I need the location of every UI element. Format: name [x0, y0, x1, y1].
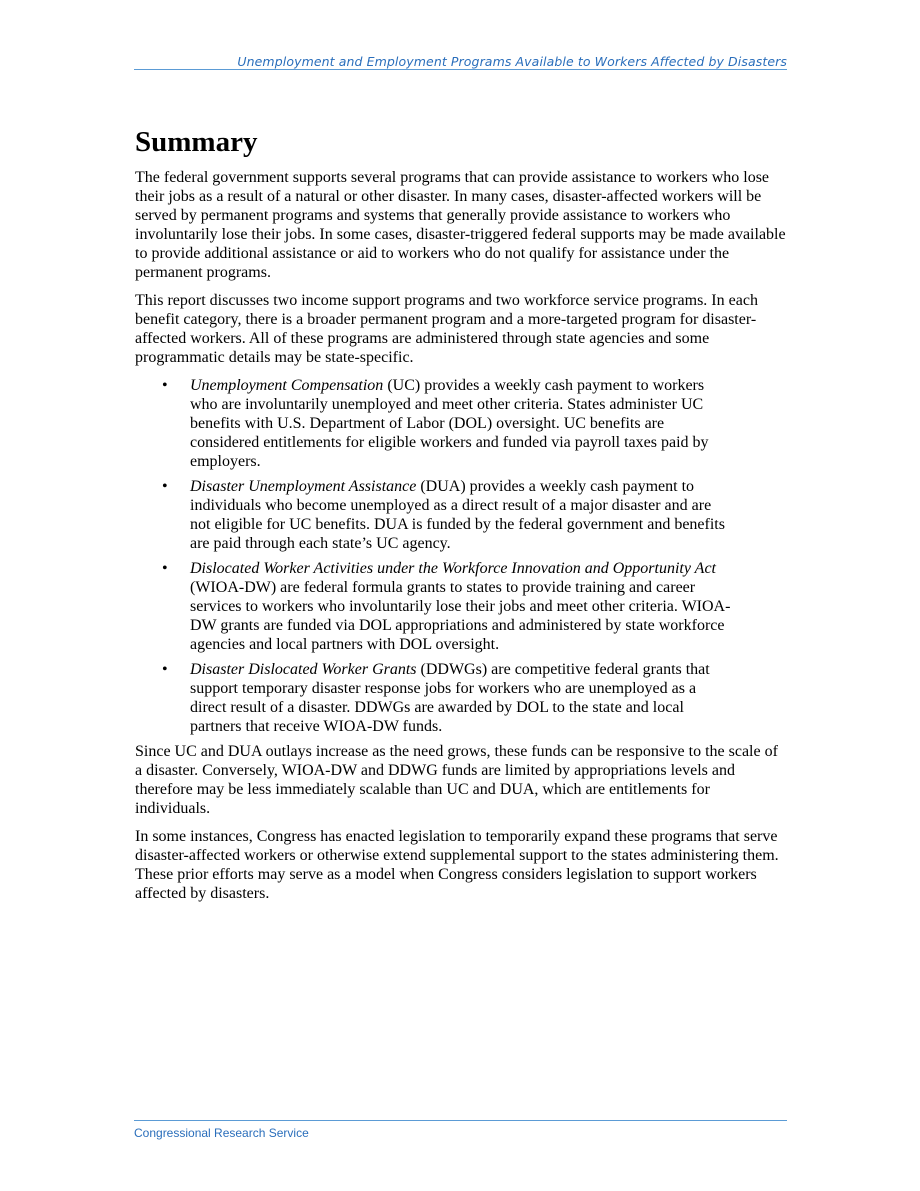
page-footer [134, 1120, 787, 1142]
summary-paragraph: The federal government supports several programs that can provide assistance to workers who lose their jobs as a result of a natural or other disaster. In many cases, disaster-affected workers will be served by permanent programs and systems that generally provide assistance to workers who involuntarily lose their jobs. In some cases, disaster-triggered federal supports may be made available to provide additional assistance or aid to workers who do not qualify for assistance under the permanent programs. [135, 169, 786, 281]
summary-paragraph: This report discusses two income support programs and two workforce service programs. In each benefit category, there is a broader permanent program and a more-targeted program for disaster-affected workers. All of these programs are administered through state agencies and some programmatic details may be state-specific. [135, 292, 758, 366]
running-header [134, 53, 787, 70]
bullet-icon: • [162, 661, 168, 678]
program-term: Disaster Unemployment Assistance [190, 478, 417, 495]
program-term: Dislocated Worker Activities under the Workforce Innovation and Opportunity Act [190, 560, 716, 577]
summary-section [135, 124, 787, 912]
footer-publisher: Congressional Research Service [134, 1126, 309, 1140]
bullet-icon: • [162, 560, 168, 577]
program-term: Disaster Dislocated Worker Grants [190, 661, 417, 678]
bullet-icon: • [162, 478, 168, 495]
list-item [135, 660, 735, 736]
list-item [135, 559, 735, 654]
program-description: (DDWGs) are competitive federal grants that support temporary disaster response jobs for workers who are unemployed as a direct result of a disaster. DDWGs are awarded by DOL to the state and local partners that receive WIOA-DW funds. [190, 661, 710, 735]
program-term: Unemployment Compensation [190, 377, 384, 394]
bullet-icon: • [162, 377, 168, 394]
program-description: (DUA) provides a weekly cash payment to individuals who become unemployed as a direct result of a major disaster and are not eligible for UC benefits. DUA is funded by the federal government and benefits are paid through each state’s UC agency. [190, 478, 725, 552]
list-item [135, 477, 735, 553]
program-description: (WIOA-DW) are federal formula grants to states to provide training and career services to workers who involuntarily lose their jobs and meet other criteria. WIOA-DW grants are funded via DOL appropriations and administered by state workforce agencies and local partners with DOL oversight. [190, 579, 731, 653]
summary-paragraph: Since UC and DUA outlays increase as the need grows, these funds can be responsive to the scale of a disaster. Conversely, WIOA-DW and DDWG funds are limited by appropriations levels and therefore may be less immediately scalable than UC and DUA, which are entitlements for individuals. [135, 743, 778, 817]
program-list [135, 376, 787, 736]
list-item [135, 376, 735, 471]
program-description: (UC) provides a weekly cash payment to workers who are involuntarily unemployed and meet other criteria. States administer UC benefits with U.S. Department of Labor (DOL) oversight. UC benefits are considered entitlements for eligible workers and funded via payroll taxes paid by employers. [190, 377, 709, 470]
summary-paragraph: In some instances, Congress has enacted legislation to temporarily expand these programs that serve disaster-affected workers or otherwise extend supplemental support to the states administering them. These prior efforts may serve as a model when Congress considers legislation to support workers affected by disasters. [135, 828, 779, 902]
running-header-title: Unemployment and Employment Programs Available to Workers Affected by Disasters [237, 54, 787, 69]
section-heading: Summary [135, 126, 258, 158]
